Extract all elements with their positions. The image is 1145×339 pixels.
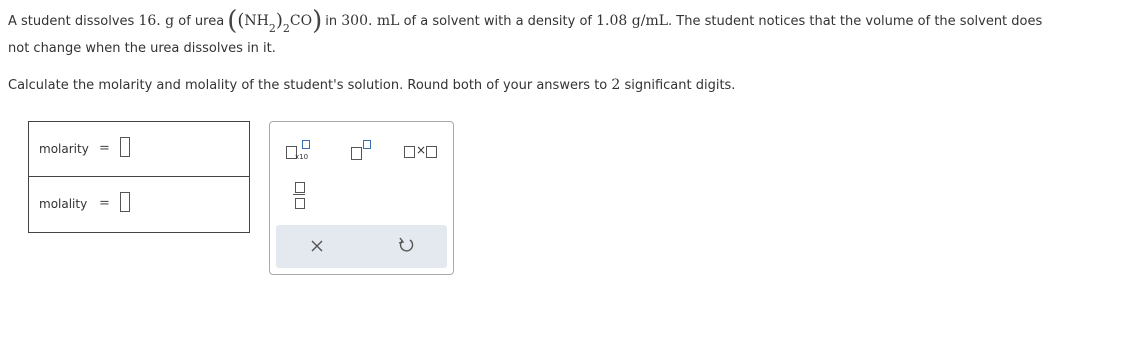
molarity-label: molarity	[39, 142, 89, 156]
equals-sign: =	[99, 196, 110, 211]
question-line-1	[8, 6, 1042, 36]
molarity-input[interactable]	[120, 137, 130, 157]
sigfig-value: 2	[611, 77, 621, 93]
question-text: . The student notices that the volume of the solvent does	[668, 13, 1043, 29]
palette-footer	[276, 225, 447, 268]
urea-formula: ( ( NH 2 ) 2 CO )	[227, 6, 323, 36]
question-text: of a solvent with a density of	[403, 13, 592, 29]
multiply-icon	[404, 146, 415, 158]
question-text: significant digits.	[624, 78, 736, 93]
superscript-icon	[351, 147, 362, 160]
volume-value: 300. mL	[341, 13, 400, 29]
question-line-3	[8, 77, 735, 93]
superscript-button[interactable]	[349, 139, 375, 163]
undo-icon[interactable]	[395, 235, 417, 257]
question-text: of urea	[178, 13, 225, 29]
fraction-icon	[295, 182, 305, 193]
question-text: A student dissolves	[8, 13, 135, 29]
molality-input[interactable]	[120, 192, 130, 212]
molality-row	[28, 176, 250, 233]
fraction-button[interactable]	[292, 179, 308, 213]
question-text: in	[325, 13, 338, 29]
clear-icon[interactable]	[306, 235, 328, 257]
molarity-row	[28, 121, 250, 177]
molality-label: molality	[39, 197, 88, 211]
math-palette	[269, 121, 454, 275]
question-line-2: not change when the urea dissolves in it.	[8, 41, 276, 56]
multiply-button[interactable]: ×	[401, 139, 443, 163]
scientific-notation-button[interactable]: x10	[282, 139, 312, 163]
density-value: 1.08 g/mL	[596, 13, 669, 29]
mass-value: 16. g	[138, 13, 175, 29]
equals-sign: =	[99, 141, 110, 156]
question-text: Calculate the molarity and molality of the student's solution. Round both of your answers to	[8, 78, 608, 93]
